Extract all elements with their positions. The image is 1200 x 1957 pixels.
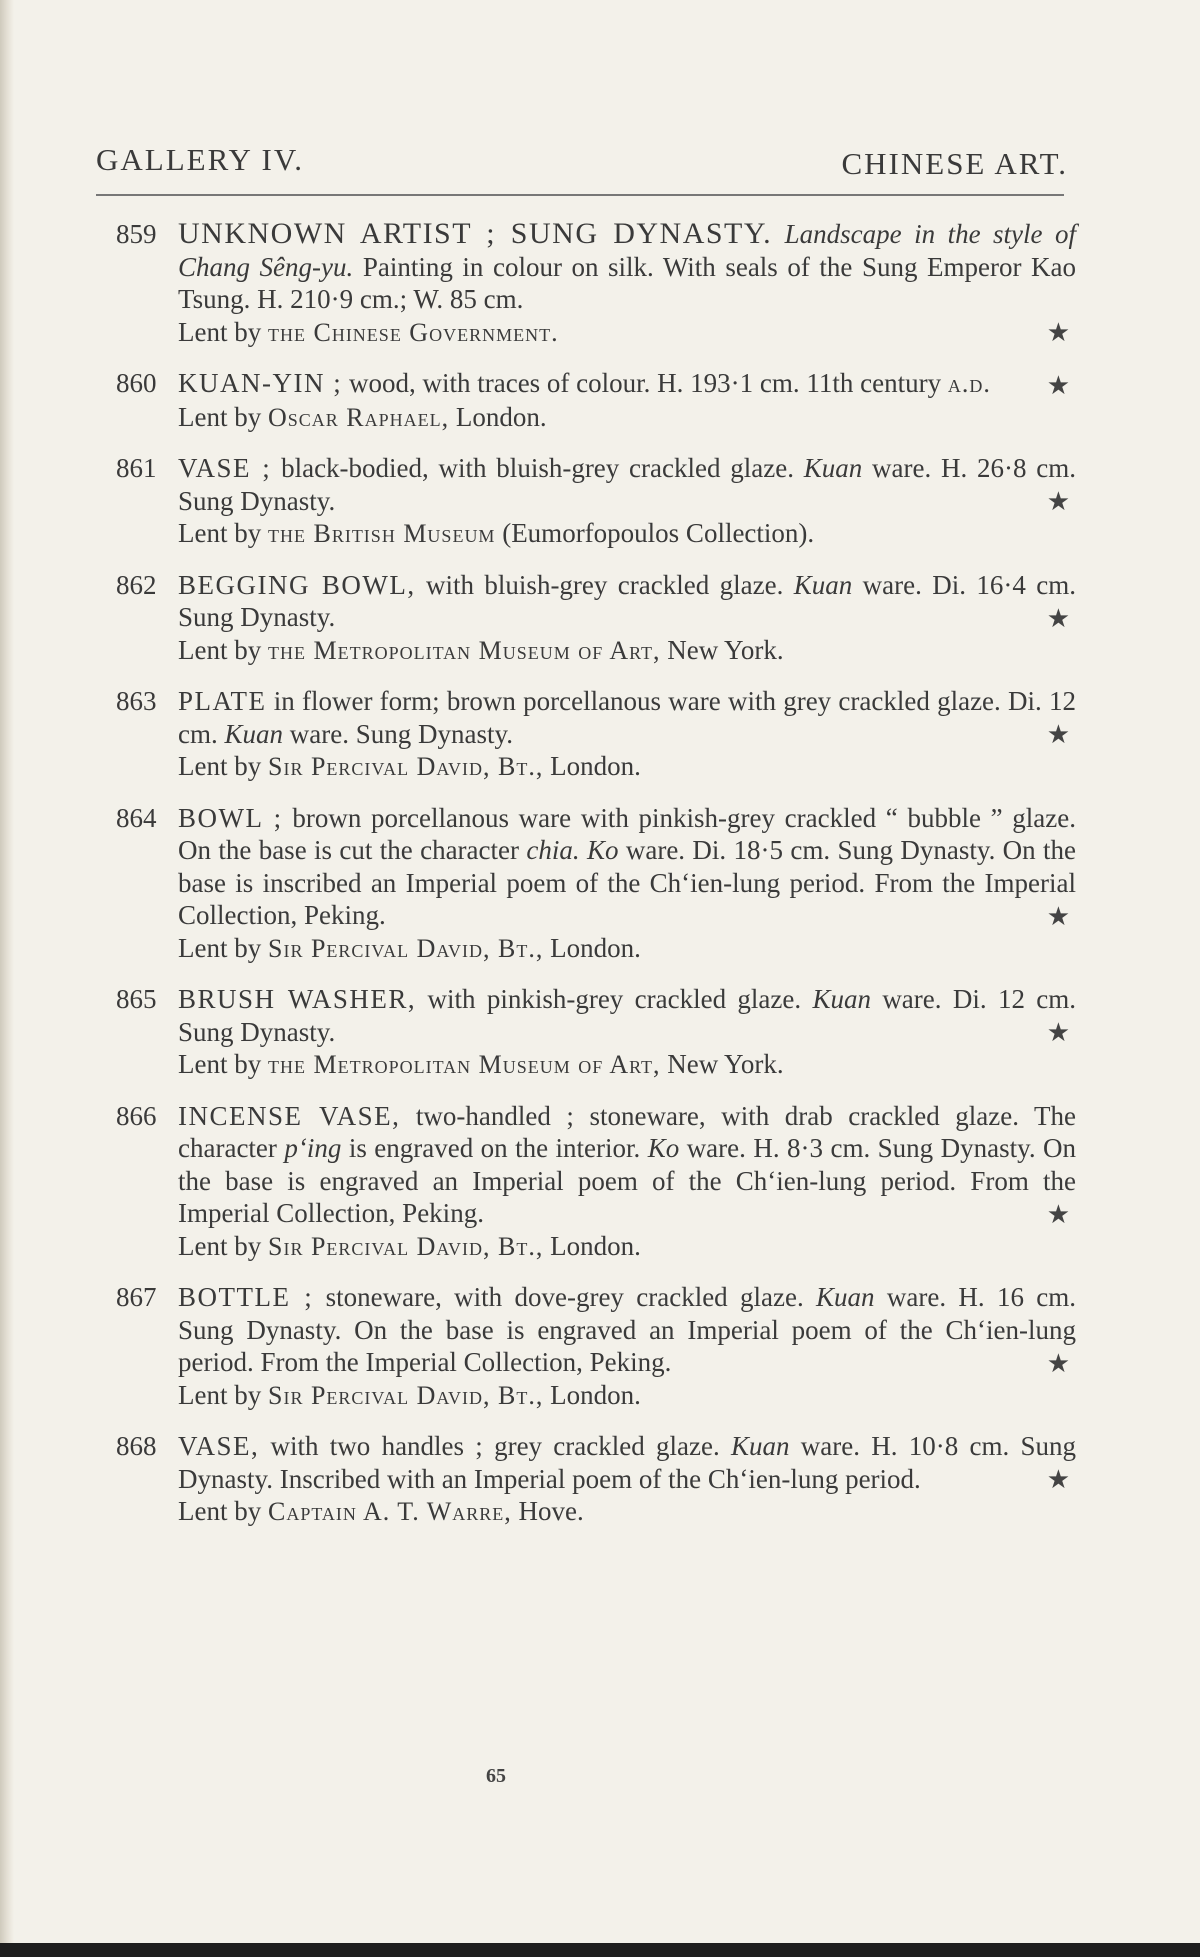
gallery-label: GALLERY IV.	[96, 142, 304, 177]
entry-description-continued: ware. Di. 12 cm. Sung Dynasty.	[178, 984, 1077, 1047]
lender-name: the Chinese Government.	[267, 317, 559, 347]
ware-type: Kuan	[816, 1282, 875, 1312]
entry-lender-line	[178, 1495, 1076, 1529]
star-icon: ★	[1046, 487, 1070, 516]
engraved-character: p‘ing	[284, 1133, 342, 1163]
ware-type: Kuan	[793, 569, 853, 600]
entry-lender-line	[178, 517, 1076, 551]
entry-description-continued: ware. H. 10·8 cm. Sung Dynasty. Inscribed with an Imperial poem of the Ch‘ien-lung period.	[178, 1431, 1077, 1494]
catalogue-entry-868	[96, 1430, 1076, 1529]
entry-description: two-handled ; stoneware, with drab crackled glaze. The character	[178, 1100, 1077, 1163]
entry-title: BOWL ;	[178, 802, 283, 833]
lender-suffix: (Eumorfopoulos Collection).	[502, 518, 815, 548]
lender-name: Captain A. T. Warre,	[267, 1497, 512, 1526]
entry-description: Painting in colour on silk. With seals of the Sung Emperor Kao Tsung. H. 210·9 cm.; W. 85 cm.	[178, 251, 1077, 314]
star-icon: ★	[1046, 720, 1070, 749]
book-spine-shadow	[0, 0, 14, 1957]
entry-lender-line	[178, 1230, 1076, 1264]
entry-lender-line	[178, 932, 1076, 966]
lender-name: Sir Percival David, Bt.,	[267, 1380, 544, 1410]
ware-type: Ko	[647, 1133, 680, 1163]
entry-number: 866	[116, 1100, 157, 1131]
entry-title: BEGGING BOWL,	[178, 569, 416, 600]
engraved-character: chia.	[526, 835, 580, 865]
lent-by-label: Lent by	[178, 1230, 262, 1261]
entry-description: brown porcellanous ware with pinkish-grey crackled “ bubble ” glaze. On the base is cut the character	[178, 802, 1076, 865]
catalogue-entry-867	[96, 1281, 1076, 1412]
entry-description-continued: ware. H. 26·8 cm. Sung Dynasty.	[178, 453, 1077, 516]
entry-title: BRUSH WASHER,	[178, 984, 417, 1014]
entry-number: 862	[116, 569, 157, 600]
catalogue-entry-859	[96, 218, 1076, 349]
lent-by-label: Lent by	[178, 932, 262, 963]
entry-title: INCENSE VASE,	[178, 1100, 401, 1131]
entry-title: UNKNOWN ARTIST ; SUNG DYNASTY.	[178, 217, 773, 250]
star-icon: ★	[1046, 603, 1070, 633]
entry-title: VASE,	[178, 1431, 260, 1461]
lender-suffix: New York.	[667, 1049, 784, 1079]
entry-title: KUAN-YIN ;	[178, 368, 343, 398]
lender-suffix: London.	[455, 401, 547, 432]
entry-description: in flower form; brown porcellanous ware with grey crackled glaze. Di. 12 cm.	[178, 686, 1076, 749]
lender-suffix: London.	[550, 932, 641, 963]
lent-by-label: Lent by	[178, 634, 262, 665]
entry-lender-line	[178, 634, 1076, 668]
entry-lender-line	[178, 1379, 1076, 1413]
star-icon: ★	[1046, 1018, 1070, 1047]
catalogue-entry-860	[96, 367, 1076, 434]
entry-description: wood, with traces of colour. H. 193·1 cm. 11th century	[348, 368, 942, 398]
lender-suffix: Hove.	[518, 1496, 584, 1526]
entry-description: with pinkish-grey crackled glaze.	[427, 984, 802, 1014]
lent-by-label: Lent by	[178, 751, 262, 781]
entry-description-continued: ware. H. 16 cm. Sung Dynasty. On the base is engraved an Imperial poem of the Ch‘ien-lung period. From the Imperial Collection, Peking.	[178, 1282, 1077, 1377]
entry-number: 864	[116, 802, 157, 833]
catalogue-entry-864	[96, 802, 1076, 966]
entry-number: 859	[116, 219, 157, 249]
entry-description-continued: ware. Di. 16·4 cm. Sung Dynasty.	[178, 569, 1077, 632]
entry-description-middle: is engraved on the interior.	[348, 1133, 641, 1163]
entry-title: PLATE	[178, 686, 267, 716]
lent-by-label: Lent by	[178, 1379, 262, 1410]
entry-era: a.d.	[947, 369, 991, 398]
entry-number: 860	[116, 368, 157, 398]
catalogue-page	[96, 0, 1076, 1957]
entry-description: with two handles ; grey crackled glaze.	[270, 1431, 720, 1461]
catalogue-entry-861	[96, 452, 1076, 551]
page-number: 65	[486, 1765, 506, 1787]
entry-number: 863	[116, 686, 157, 716]
entry-title: BOTTLE ;	[178, 1282, 314, 1312]
lender-suffix: New York.	[667, 634, 784, 665]
catalogue-entry-866	[96, 1100, 1076, 1264]
catalogue-entry-863	[96, 685, 1076, 784]
lender-suffix: London.	[550, 751, 641, 781]
ware-type: Kuan	[812, 984, 871, 1014]
lender-name: Sir Percival David, Bt.,	[267, 752, 544, 781]
entry-number: 868	[116, 1431, 157, 1461]
star-icon: ★	[1046, 1465, 1070, 1494]
entry-description-continued: ware. Sung Dynasty.	[289, 718, 513, 749]
lender-suffix: London.	[550, 1379, 641, 1410]
entry-description: black-bodied, with bluish-grey crackled glaze.	[281, 453, 794, 483]
header-rule	[96, 194, 1064, 196]
entry-description: with bluish-grey crackled glaze.	[426, 569, 784, 600]
lent-by-label: Lent by	[178, 1049, 262, 1079]
entry-title: VASE ;	[178, 453, 272, 483]
ware-type: Kuan	[224, 718, 284, 749]
entry-lender-line	[178, 316, 1076, 350]
catalogue-entries	[96, 218, 1076, 1547]
section-label: CHINESE ART.	[841, 146, 1068, 181]
catalogue-entry-862	[96, 569, 1076, 668]
entry-description-continued: ware. Di. 18·5 cm. Sung Dynasty. On the base is inscribed an Imperial poem of the Ch‘ien-lung period. From the Imperial Collection, Peking.	[178, 835, 1077, 930]
star-icon: ★	[1046, 370, 1070, 400]
ware-type: Kuan	[730, 1431, 790, 1461]
entry-lender-line	[178, 401, 1076, 435]
lent-by-label: Lent by	[178, 316, 262, 347]
lent-by-label: Lent by	[178, 518, 262, 548]
entry-lender-line	[178, 1048, 1076, 1082]
star-icon: ★	[1046, 317, 1070, 347]
lender-name: Sir Percival David, Bt.,	[267, 1231, 544, 1261]
running-header	[96, 134, 1068, 181]
lent-by-label: Lent by	[178, 1496, 262, 1526]
entry-description-continued: ware. H. 8·3 cm. Sung Dynasty. On the base is engraved an Imperial poem of the Ch‘ien-lung period. From the Imperial Collection, Peking.	[178, 1133, 1077, 1228]
star-icon: ★	[1046, 901, 1070, 931]
entry-italic-title: Landscape in the style of Chang Sêng-yu.	[178, 219, 1076, 282]
lender-name: the British Museum	[267, 519, 496, 548]
entry-number: 867	[116, 1282, 157, 1312]
entry-description: stoneware, with dove-grey crackled glaze.	[325, 1282, 804, 1312]
lender-suffix: London.	[550, 1230, 641, 1261]
lender-name: the Metropolitan Museum of Art,	[267, 1050, 661, 1079]
star-icon: ★	[1046, 1348, 1070, 1378]
lender-name: Sir Percival David, Bt.,	[267, 933, 544, 963]
lender-name: Oscar Raphael,	[267, 402, 450, 432]
catalogue-entry-865	[96, 983, 1076, 1082]
star-icon: ★	[1046, 1199, 1070, 1229]
page-bottom-edge	[0, 1943, 1200, 1957]
entry-number: 861	[116, 453, 157, 483]
ware-type: Ko	[586, 835, 619, 865]
ware-type: Kuan	[803, 453, 863, 483]
lent-by-label: Lent by	[178, 401, 262, 432]
entry-lender-line	[178, 750, 1076, 784]
lender-name: the Metropolitan Museum of Art,	[267, 635, 661, 665]
entry-number: 865	[116, 984, 157, 1014]
